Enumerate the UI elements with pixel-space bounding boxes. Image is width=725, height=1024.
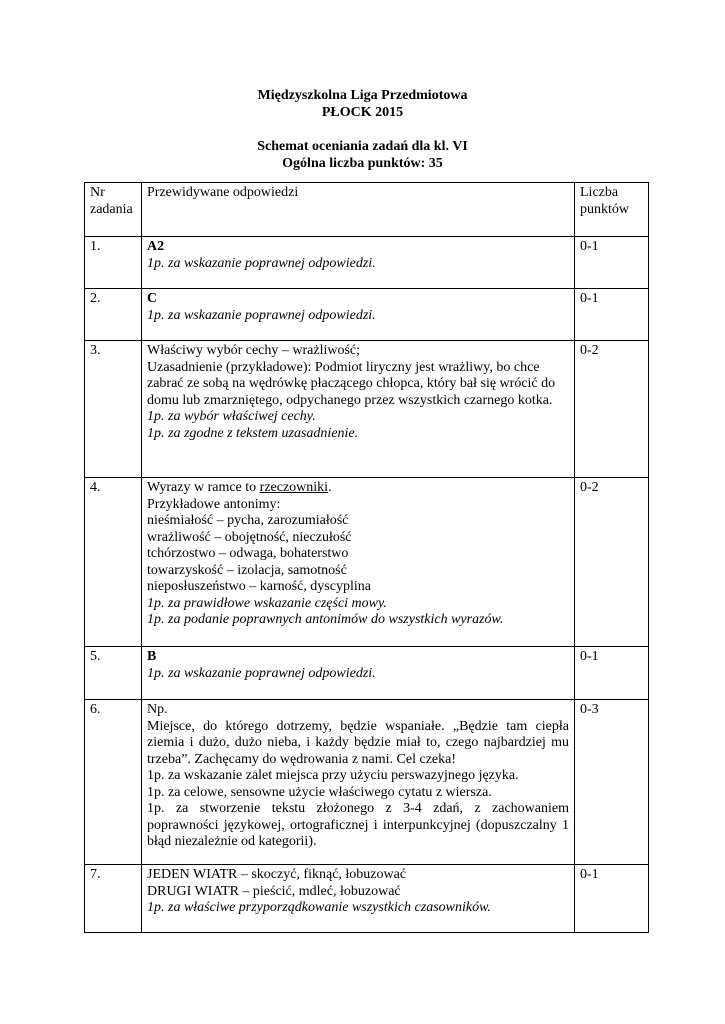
answer: A2 <box>147 239 165 254</box>
answer: C <box>147 291 158 306</box>
criteria: 1p. za wskazanie poprawnej odpowiedzi. <box>147 255 376 271</box>
table-row <box>85 478 649 647</box>
criteria: 1p. za celowe, sensowne użycie właściwego cytatu z wiersza. <box>147 784 492 800</box>
antonym-pair: towarzyskość – izolacja, samotność <box>147 562 347 578</box>
antonym-pair: nieposłuszeństwo – karność, dyscyplina <box>147 579 371 594</box>
answer-line: Np. <box>147 702 168 717</box>
table-row <box>85 647 649 700</box>
task-answer-cell <box>142 647 575 700</box>
antonym-pair: tchórzostwo – odwaga, bohaterstwo <box>147 546 349 561</box>
header-task-number-line2: zadania <box>90 201 133 217</box>
header-points-line1: Liczba <box>580 185 619 200</box>
task-number: 2. <box>85 289 142 341</box>
table-row <box>85 865 649 933</box>
task-answer-cell <box>142 289 575 341</box>
grading-table <box>84 182 649 933</box>
table-row <box>85 341 649 478</box>
table-header-row <box>85 183 649 237</box>
scheme-title: Schemat oceniania zadań dla kl. VI <box>257 139 468 154</box>
criteria: 1p. za wskazanie poprawnej odpowiedzi. <box>147 307 376 323</box>
table-row <box>85 700 649 865</box>
answer-text-end: . <box>328 480 332 495</box>
criteria: 1p. za prawidłowe wskazanie części mowy. <box>147 595 387 611</box>
justification: Uzasadnienie (przykładowe): Podmiot liryczny jest wrażliwy, bo chce zabrać ze sobą na wędrówkę płaczącego chłopca, który bał się wrócić do domu lub zmarzniętego, odpychanego przez wszystkich czarnego kotka. <box>147 359 556 408</box>
task-answer-cell <box>142 700 575 865</box>
antonym-pair: wrażliwość – obojętność, nieczułość <box>147 529 352 545</box>
part-of-speech: rzeczowniki <box>259 480 329 495</box>
task-answer-cell <box>142 478 575 647</box>
example-text: Miejsce, do którego dotrzemy, będzie wspaniałe. „Będzie tam ciepła ziemia i dużo, dużo nieba, i każdy będzie miał to, czego najbardziej mu trzeba”. Zachęcamy do wędrowania z nami. Cel czeka! <box>147 718 569 767</box>
task-number: 4. <box>85 478 142 647</box>
task-answer-cell <box>142 341 575 478</box>
task-number: 6. <box>85 700 142 865</box>
task-points: 0-2 <box>575 341 649 478</box>
header-points-line2: punktów <box>580 201 629 217</box>
task-number: 5. <box>85 647 142 700</box>
task-points: 0-3 <box>575 700 649 865</box>
criteria: 1p. za podanie poprawnych antonimów do wszystkich wyrazów. <box>147 612 504 627</box>
task-points: 0-1 <box>575 865 649 933</box>
header-task-number <box>85 183 142 237</box>
answer-line: Właściwy wybór cechy – wrażliwość; <box>147 343 361 358</box>
answer: B <box>147 649 157 664</box>
task-points: 0-2 <box>575 478 649 647</box>
criteria: 1p. za zgodne z tekstem uzasadnienie. <box>147 425 359 441</box>
answer-line <box>147 480 569 497</box>
antonym-pair: nieśmiałość – pycha, zarozumiałość <box>147 513 349 528</box>
header-task-number-line1: Nr <box>90 185 105 200</box>
criteria: 1p. za stworzenie tekstu złożonego z 3-4 zdań, z zachowaniem poprawności językowej, ortograficznej i interpunkcyjnej (dopuszczalny 1 błąd niezależnie od kategorii). <box>147 801 569 849</box>
task-number: 7. <box>85 865 142 933</box>
task-number: 1. <box>85 237 142 289</box>
total-points: Ogólna liczba punktów: 35 <box>282 156 443 171</box>
criteria: 1p. za właściwe przyporządkowanie wszystkich czasowników. <box>147 900 491 915</box>
task-points: 0-1 <box>575 647 649 700</box>
answer-text: Wyrazy w ramce to <box>147 480 260 495</box>
competition-title: Międzyszkolna Liga Przedmiotowa <box>257 88 468 103</box>
header-points <box>575 183 649 237</box>
criteria: 1p. za wskazanie poprawnej odpowiedzi. <box>147 665 376 681</box>
answer-line: DRUGI WIATR – pieścić, mdleć, łobuzować <box>147 883 401 899</box>
task-answer-cell <box>142 865 575 933</box>
criteria: 1p. za wskazanie zalet miejsca przy użyciu perswazyjnego języka. <box>147 768 519 783</box>
antonyms-label: Przykładowe antonimy: <box>147 496 281 512</box>
header-answers: Przewidywane odpowiedzi <box>142 183 575 237</box>
task-points: 0-1 <box>575 289 649 341</box>
table-row <box>85 289 649 341</box>
competition-subtitle: PŁOCK 2015 <box>321 105 404 120</box>
task-number: 3. <box>85 341 142 478</box>
answer-line: JEDEN WIATR – skoczyć, fiknąć, łobuzować <box>147 867 407 882</box>
task-points: 0-1 <box>575 237 649 289</box>
task-answer-cell <box>142 237 575 289</box>
table-row <box>85 237 649 289</box>
criteria: 1p. za wybór właściwej cechy. <box>147 409 316 424</box>
